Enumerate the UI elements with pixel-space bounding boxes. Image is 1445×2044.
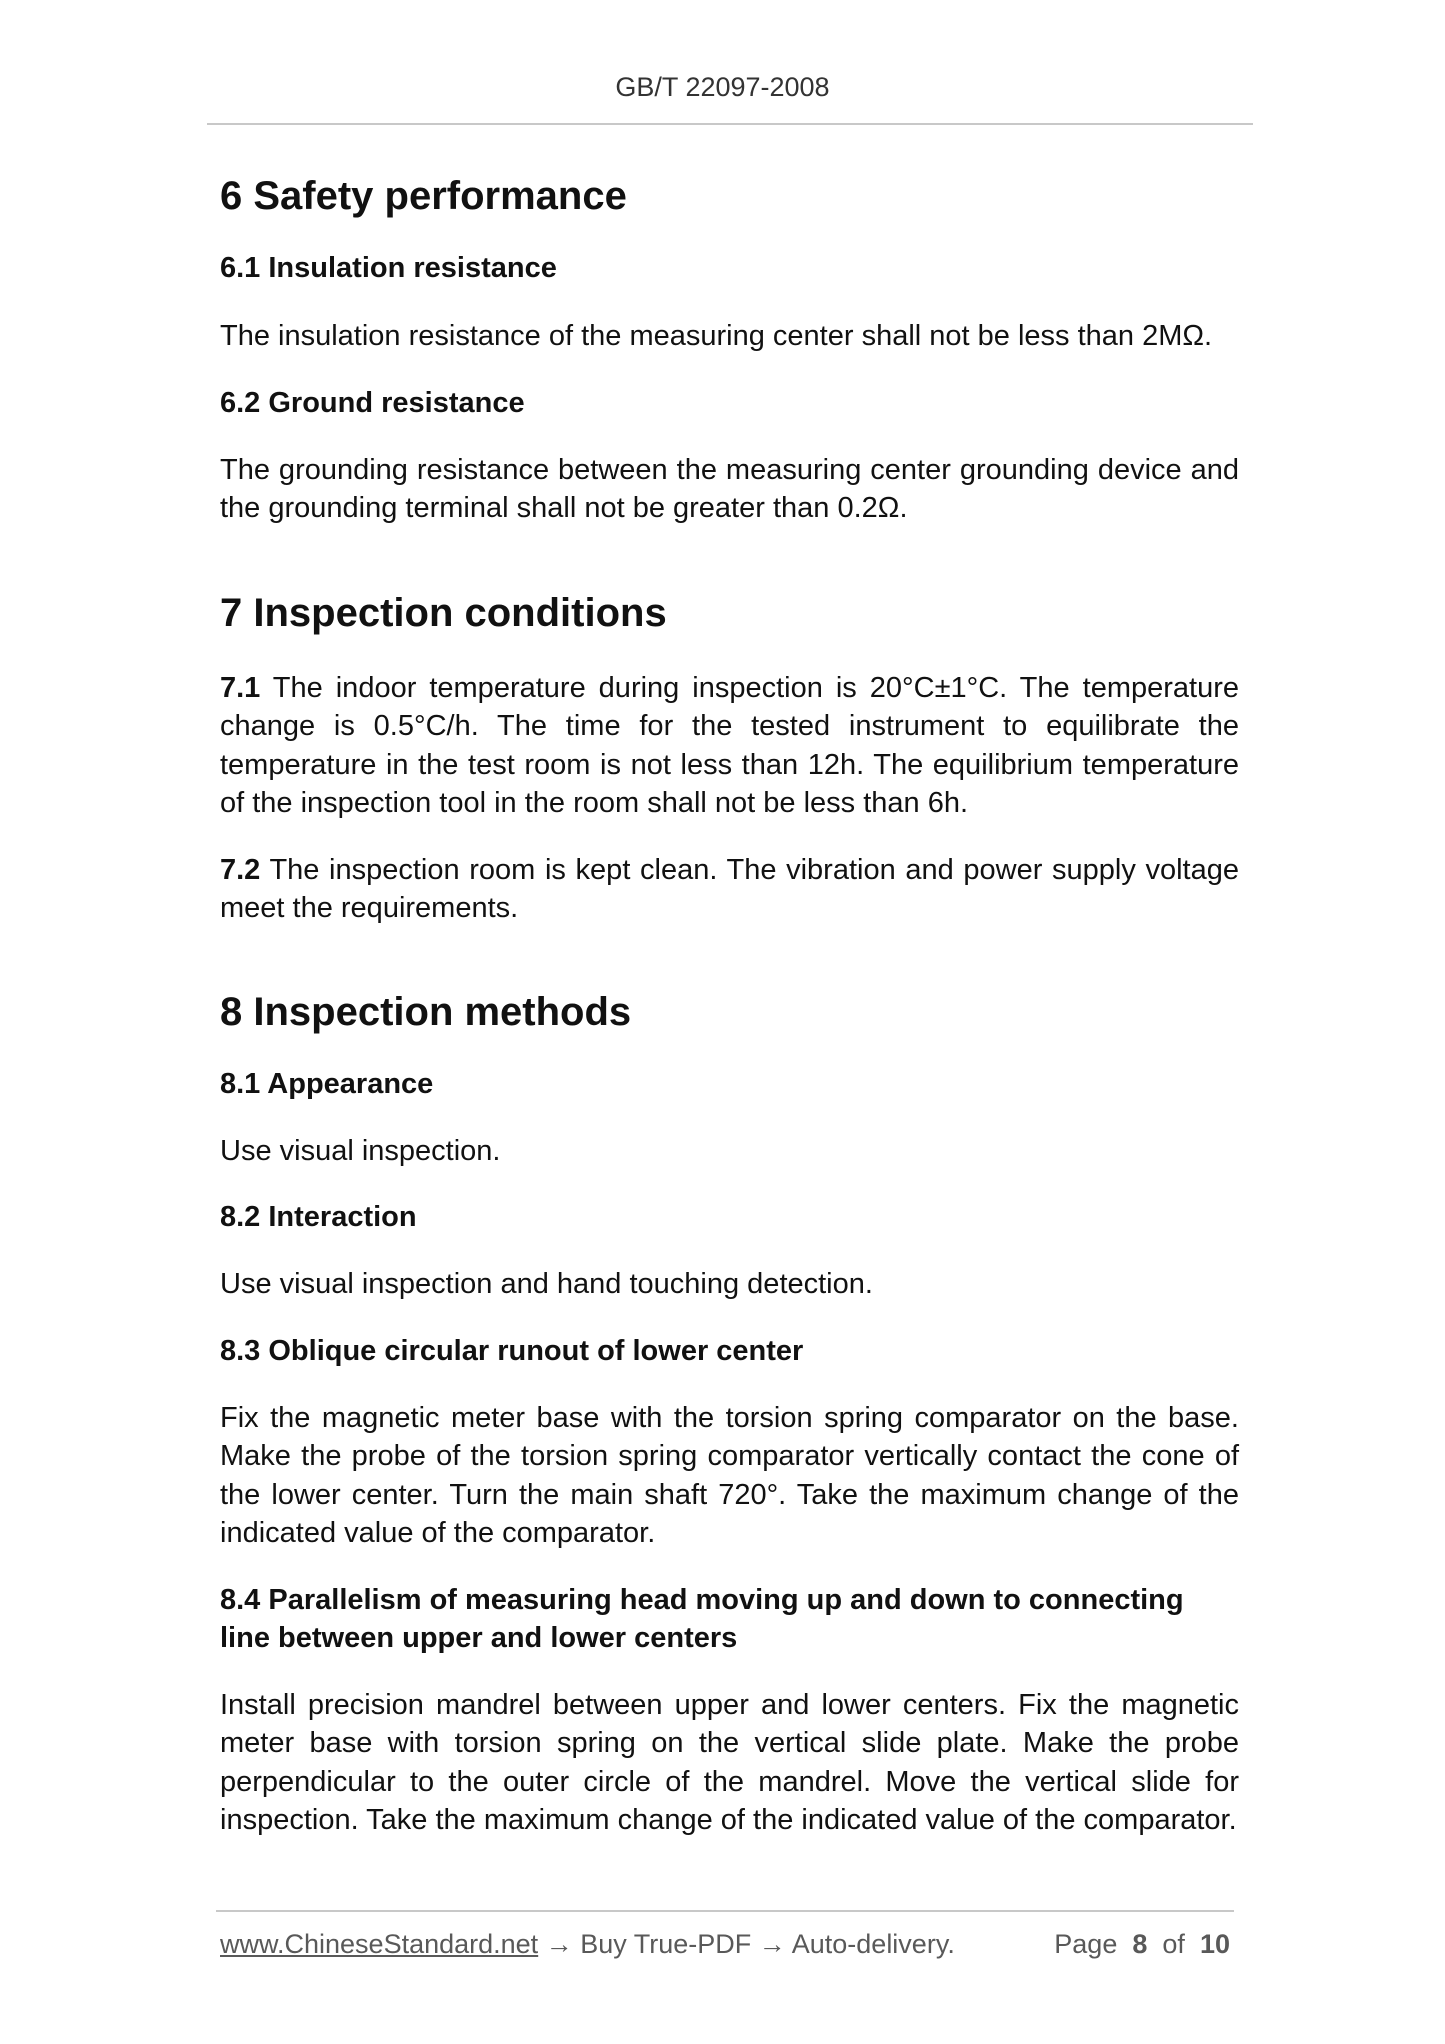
section-6-2-heading: 6.2 Ground resistance <box>220 386 525 419</box>
section-6-2-text: The grounding resistance between the measuring center grounding device and the grounding terminal shall not be greater than 0.2Ω. <box>220 453 1239 524</box>
section-7-heading: 7 Inspection conditions <box>220 590 667 635</box>
document-header-title: GB/T 22097-2008 <box>615 72 830 102</box>
section-6-heading: 6 Safety performance <box>220 174 627 218</box>
page-footer <box>220 1929 1230 1960</box>
footer-tagline: → Buy True-PDF → Auto-delivery. <box>538 1929 955 1959</box>
section-8-1-text: Use visual inspection. <box>220 1134 501 1167</box>
section-8-3-text: Fix the magnetic meter base with the torsion spring comparator on the base. Make the probe of the torsion spring comparator vertically contact the cone of the lower center. Turn the main shaft 720°. Take the maximum change of the indicated value of the comparator. <box>220 1401 1239 1549</box>
section-8-2-text: Use visual inspection and hand touching detection. <box>220 1268 873 1300</box>
section-6-1-heading: 6.1 Insulation resistance <box>220 252 557 284</box>
page-label: Page <box>1054 1929 1118 1959</box>
document-body <box>220 150 1239 1840</box>
page-indicator <box>1054 1929 1230 1960</box>
footer-divider <box>216 1910 1234 1912</box>
page-total-number: 10 <box>1199 1929 1230 1959</box>
header-divider <box>207 123 1253 125</box>
section-8-4-text: Install precision mandrel between upper and lower centers. Fix the magnetic meter base with torsion spring on the vertical slide plate. Make the probe perpendicular to the outer circle of the mandrel. Move the vertical slide for inspection. Take the maximum change of the indicated value of the comparator. <box>220 1688 1239 1836</box>
footer-website-link[interactable]: www.ChineseStandard.net <box>220 1929 539 1959</box>
section-7-1-number: 7.1 <box>220 671 261 704</box>
page-of-label: of <box>1162 1929 1185 1959</box>
section-7-2-paragraph <box>220 851 1239 928</box>
section-8-4-heading: 8.4 Parallelism of measuring head moving up and down to connecting line between upper and lower centers <box>220 1583 1184 1654</box>
page-current-number: 8 <box>1132 1929 1148 1959</box>
section-7-1-paragraph <box>220 669 1239 823</box>
section-6-1-text: The insulation resistance of the measuring center shall not be less than 2MΩ. <box>220 320 1213 352</box>
section-8-3-heading: 8.3 Oblique circular runout of lower center <box>220 1334 804 1367</box>
section-8-2-heading: 8.2 Interaction <box>220 1201 417 1233</box>
section-7-1-text: The indoor temperature during inspection is 20°C±1°C. The temperature change is 0.5°C/h. The time for the tested instrument to equilibrate the temperature in the test room is not less than 12h. The equilibrium temperature of the inspection tool in the room shall not be less than 6h. <box>220 671 1239 819</box>
section-8-heading: 8 Inspection methods <box>220 989 632 1034</box>
section-7-2-number: 7.2 <box>220 853 261 886</box>
section-8-1-heading: 8.1 Appearance <box>220 1067 434 1100</box>
section-7-2-text: The inspection room is kept clean. The vibration and power supply voltage meet the requirements. <box>220 853 1239 924</box>
